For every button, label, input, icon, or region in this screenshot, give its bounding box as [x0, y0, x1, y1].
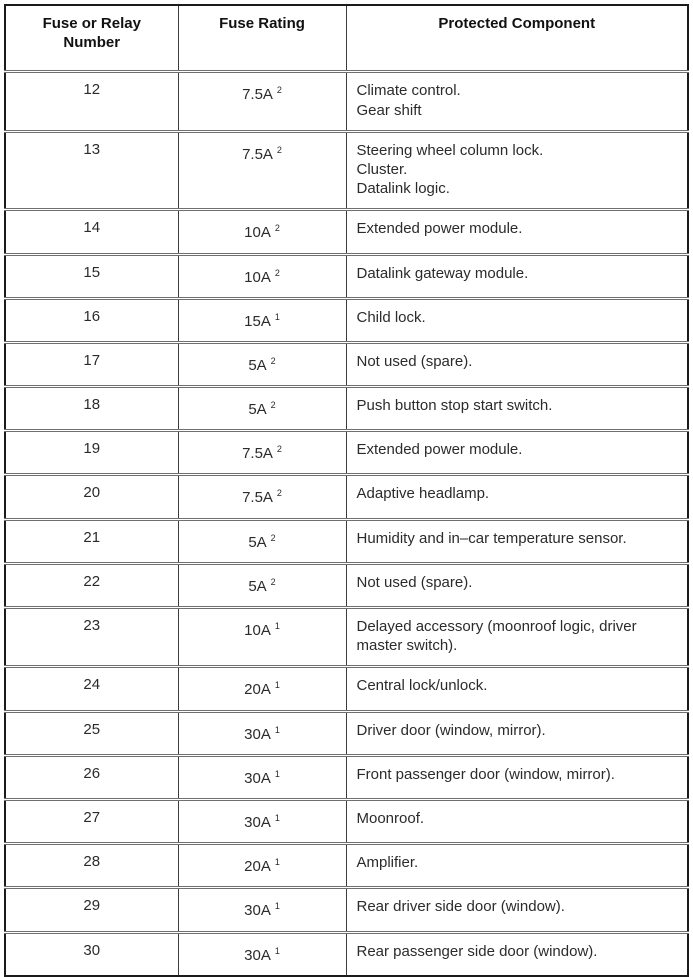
protected-component-line: Extended power module.: [356, 441, 523, 459]
protected-component-cell: [346, 431, 688, 475]
fuse-rating-cell: [178, 342, 346, 386]
fuse-rating-footnote: 1: [274, 724, 280, 735]
table-header-row: [5, 5, 688, 72]
fuse-rating-cell: [178, 608, 346, 667]
fuse-number-cell: 19: [5, 431, 178, 475]
protected-component-line: Central lock/unlock.: [356, 677, 488, 695]
table-row: [5, 519, 688, 563]
fuse-rating-footnote: 2: [270, 355, 276, 366]
fuse-rating-cell: [178, 210, 346, 254]
protected-component-line: Not used (spare).: [356, 352, 473, 370]
fuse-number-cell: 30: [5, 932, 178, 976]
table-row: [5, 475, 688, 519]
fuse-rating-footnote: 2: [276, 144, 282, 155]
protected-component-cell: [346, 888, 688, 932]
fuse-rating-footnote: 1: [274, 901, 280, 912]
fuse-rating-value: 20A: [244, 681, 271, 699]
fuse-rating-cell: [178, 298, 346, 342]
protected-component-line: Climate control.: [356, 82, 461, 100]
protected-component-line: Humidity and in–car temperature sensor.: [356, 529, 627, 547]
protected-component-line: Amplifier.: [356, 854, 419, 872]
fuse-number-cell: 24: [5, 667, 178, 711]
fuse-rating-value: 30A: [244, 769, 271, 787]
fuse-rating-value: 5A: [248, 577, 267, 595]
table-row: [5, 667, 688, 711]
protected-component-cell: [346, 563, 688, 607]
table-row: [5, 72, 688, 131]
header-fuse-rating: Fuse Rating: [178, 5, 346, 72]
table-row: [5, 563, 688, 607]
fuse-number-cell: 12: [5, 72, 178, 131]
fuse-rating-value: 5A: [248, 401, 267, 419]
fuse-rating-value: 5A: [248, 533, 267, 551]
fuse-rating-footnote: 1: [274, 768, 280, 779]
fuse-rating-cell: [178, 72, 346, 131]
protected-component-line: Push button stop start switch.: [356, 397, 553, 415]
fuse-rating-value: 7.5A: [242, 145, 273, 163]
protected-component-cell: [346, 932, 688, 976]
fuse-rating-footnote: 2: [270, 400, 276, 411]
protected-component-line: Moonroof.: [356, 809, 425, 827]
protected-component-cell: [346, 755, 688, 799]
fuse-number-cell: 13: [5, 131, 178, 210]
table-row: [5, 799, 688, 843]
fuse-rating-footnote: 2: [276, 488, 282, 499]
fuse-rating-value: 7.5A: [242, 445, 273, 463]
table-row: [5, 932, 688, 976]
protected-component-line: Not used (spare).: [356, 573, 473, 591]
fuse-number-cell: 18: [5, 387, 178, 431]
fuse-rating-cell: [178, 254, 346, 298]
fuse-rating-cell: [178, 932, 346, 976]
fuse-rating-footnote: 2: [270, 576, 276, 587]
fuse-rating-footnote: 1: [274, 857, 280, 868]
fuse-rating-value: 30A: [244, 902, 271, 920]
table-row: [5, 844, 688, 888]
protected-component-cell: [346, 254, 688, 298]
fuse-rating-value: 7.5A: [242, 489, 273, 507]
protected-component-line: Driver door (window, mirror).: [356, 721, 546, 739]
fuse-rating-value: 30A: [244, 725, 271, 743]
protected-component-line: Datalink gateway module.: [356, 264, 529, 282]
table-row: [5, 888, 688, 932]
fuse-rating-value: 10A: [244, 268, 271, 286]
fuse-rating-value: 10A: [244, 622, 271, 639]
protected-component-cell: [346, 342, 688, 386]
protected-component-line: Rear passenger side door (window).: [356, 942, 598, 960]
fuse-rating-footnote: 1: [274, 680, 280, 691]
protected-component-cell: [346, 298, 688, 342]
table-row: [5, 431, 688, 475]
fuse-number-cell: 23: [5, 608, 178, 667]
fuse-number-cell: 22: [5, 563, 178, 607]
fuse-rating-value: 30A: [244, 813, 271, 831]
protected-component-cell: [346, 799, 688, 843]
fuse-rating-cell: [178, 475, 346, 519]
protected-component-cell: [346, 72, 688, 131]
table-row: [5, 387, 688, 431]
fuse-number-cell: 15: [5, 254, 178, 298]
fuse-rating-footnote: 2: [276, 85, 282, 96]
fuse-rating-footnote: 1: [274, 621, 280, 631]
protected-component-cell: [346, 210, 688, 254]
fuse-number-cell: 29: [5, 888, 178, 932]
fuse-rating-cell: [178, 711, 346, 755]
protected-component-line: Rear driver side door (window).: [356, 898, 565, 916]
table-row: [5, 298, 688, 342]
fuse-number-cell: 26: [5, 755, 178, 799]
fuse-rating-cell: [178, 888, 346, 932]
protected-component-cell: [346, 387, 688, 431]
protected-component-line: Front passenger door (window, mirror).: [356, 765, 615, 783]
protected-component-cell: [346, 475, 688, 519]
fuse-rating-footnote: 1: [274, 945, 280, 956]
protected-component-line: Datalink logic.: [356, 180, 450, 198]
protected-component-cell: [346, 711, 688, 755]
fuse-rating-footnote: 1: [274, 812, 280, 823]
protected-component-cell: [346, 519, 688, 563]
table-row: [5, 254, 688, 298]
table-row: [5, 210, 688, 254]
fuse-rating-cell: [178, 431, 346, 475]
fuse-rating-cell: [178, 799, 346, 843]
fuse-number-cell: 20: [5, 475, 178, 519]
protected-component-line: Adaptive headlamp.: [356, 485, 490, 503]
table-row: [5, 755, 688, 799]
fuse-rating-value: 10A: [244, 224, 271, 242]
fuse-rating-cell: [178, 755, 346, 799]
fuse-rating-value: 5A: [248, 356, 267, 374]
fuse-rating-cell: [178, 667, 346, 711]
fuse-rating-cell: [178, 387, 346, 431]
fuse-rating-footnote: 2: [270, 532, 276, 543]
protected-component-cell: [346, 608, 688, 667]
table-row: [5, 711, 688, 755]
fuse-rating-value: 20A: [244, 858, 271, 876]
table-row: [5, 342, 688, 386]
fuse-rating-footnote: 2: [274, 267, 280, 278]
header-fuse-or-relay-number: Fuse or Relay Number: [5, 5, 178, 72]
protected-component-cell: [346, 844, 688, 888]
protected-component-line: Child lock.: [356, 308, 426, 326]
fuse-rating-footnote: 2: [274, 223, 280, 234]
protected-component-line: Extended power module.: [356, 220, 523, 238]
protected-component-line: Cluster.: [356, 160, 408, 178]
fuse-number-cell: 17: [5, 342, 178, 386]
protected-component-line: Gear shift: [356, 101, 422, 119]
fuse-rating-cell: [178, 563, 346, 607]
fuse-rating-value: 7.5A: [242, 86, 273, 104]
protected-component-line: Steering wheel column lock.: [356, 141, 544, 159]
fuse-number-cell: 16: [5, 298, 178, 342]
fuse-number-cell: 21: [5, 519, 178, 563]
fuse-rating-cell: [178, 519, 346, 563]
header-protected-component: Protected Component: [438, 15, 596, 32]
fuse-number-cell: 28: [5, 844, 178, 888]
fuse-number-cell: 14: [5, 210, 178, 254]
fuse-number-cell: 27: [5, 799, 178, 843]
fuse-rating-value: 30A: [244, 946, 271, 964]
protected-component-cell: [346, 131, 688, 210]
table-row: [5, 608, 688, 667]
fuse-rating-cell: [178, 131, 346, 210]
fuse-rating-footnote: 2: [276, 444, 282, 455]
table-row: [5, 131, 688, 210]
protected-component-line: Delayed accessory (moonroof logic, driver master switch).: [356, 618, 637, 655]
fuse-rating-footnote: 1: [274, 311, 280, 322]
fuse-rating-value: 15A: [244, 312, 271, 330]
fuse-rating-cell: [178, 844, 346, 888]
protected-component-cell: [346, 667, 688, 711]
fuse-relay-table: [4, 4, 689, 977]
fuse-number-cell: 25: [5, 711, 178, 755]
